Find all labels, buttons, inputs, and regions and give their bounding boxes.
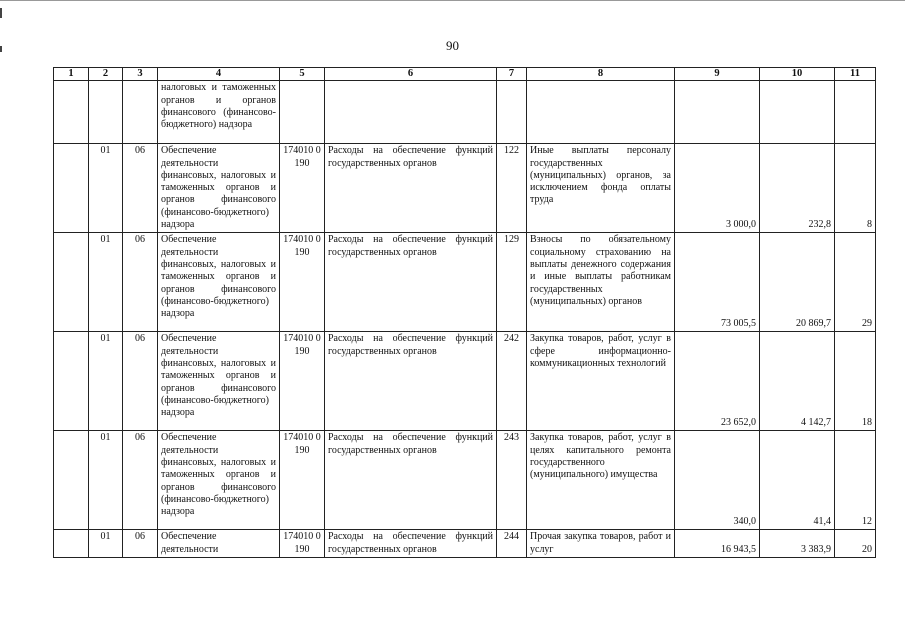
cell-expense-code bbox=[497, 81, 527, 144]
cell-plan: 16 943,5 bbox=[675, 530, 760, 558]
table-row bbox=[54, 233, 876, 332]
column-header: 7 bbox=[497, 68, 527, 81]
cell-name: налоговых и таможенных органов и органов финансового (финансово-бюджетного) надзора bbox=[158, 81, 280, 144]
column-header: 8 bbox=[527, 68, 675, 81]
cell-percent: 29 bbox=[835, 233, 876, 332]
cell-subsection: 06 bbox=[123, 431, 158, 530]
cell-col1 bbox=[54, 144, 89, 233]
cell-expense-code: 122 bbox=[497, 144, 527, 233]
column-header: 11 bbox=[835, 68, 876, 81]
cell-expense-name: Иные выплаты персоналу государственных (муниципальных) органов, за исключением фонда оплаты труда bbox=[527, 144, 675, 233]
budget-table bbox=[53, 67, 876, 558]
cell-actual bbox=[760, 81, 835, 144]
cell-name: Обеспечение деятельности bbox=[158, 530, 280, 558]
cell-target-code: 174010 0190 bbox=[280, 144, 325, 233]
cell-percent: 20 bbox=[835, 530, 876, 558]
cell-target-code: 174010 0190 bbox=[280, 233, 325, 332]
cell-percent: 12 bbox=[835, 431, 876, 530]
cell-expense-code: 244 bbox=[497, 530, 527, 558]
page-number: 90 bbox=[446, 38, 459, 53]
cell-target-name: Расходы на обеспечение функций государственных органов bbox=[325, 233, 497, 332]
cell-col1 bbox=[54, 233, 89, 332]
table-row bbox=[54, 431, 876, 530]
cell-actual: 4 142,7 bbox=[760, 332, 835, 431]
cell-section bbox=[89, 81, 123, 144]
cell-subsection: 06 bbox=[123, 233, 158, 332]
cell-target-name: Расходы на обеспечение функций государственных органов bbox=[325, 530, 497, 558]
cell-col1 bbox=[54, 530, 89, 558]
column-header: 4 bbox=[158, 68, 280, 81]
table-row bbox=[54, 81, 876, 144]
cell-target-name bbox=[325, 81, 497, 144]
cell-subsection: 06 bbox=[123, 144, 158, 233]
cell-name: Обеспечение деятельности финансовых, налоговых и таможенных органов и органов финансового (финансово-бюджетного) надзора bbox=[158, 431, 280, 530]
column-header: 9 bbox=[675, 68, 760, 81]
cell-section: 01 bbox=[89, 431, 123, 530]
cell-expense-code: 129 bbox=[497, 233, 527, 332]
cell-section: 01 bbox=[89, 530, 123, 558]
cell-col1 bbox=[54, 332, 89, 431]
header-row bbox=[54, 68, 876, 81]
cell-percent: 18 bbox=[835, 332, 876, 431]
cell-target-code bbox=[280, 81, 325, 144]
table-row bbox=[54, 530, 876, 558]
column-header: 5 bbox=[280, 68, 325, 81]
cell-actual: 3 383,9 bbox=[760, 530, 835, 558]
cell-section: 01 bbox=[89, 332, 123, 431]
cell-section: 01 bbox=[89, 144, 123, 233]
column-header: 2 bbox=[89, 68, 123, 81]
cell-target-name: Расходы на обеспечение функций государственных органов bbox=[325, 332, 497, 431]
column-header: 6 bbox=[325, 68, 497, 81]
cell-actual: 232,8 bbox=[760, 144, 835, 233]
cell-expense-name: Закупка товаров, работ, услуг в целях капитального ремонта государственного (муниципального) имущества bbox=[527, 431, 675, 530]
table-row bbox=[54, 332, 876, 431]
cell-subsection: 06 bbox=[123, 332, 158, 431]
cell-plan: 23 652,0 bbox=[675, 332, 760, 431]
cell-col1 bbox=[54, 81, 89, 144]
cell-expense-name: Закупка товаров, работ, услуг в сфере информационно-коммуникационных технологий bbox=[527, 332, 675, 431]
cell-percent bbox=[835, 81, 876, 144]
cell-subsection: 06 bbox=[123, 530, 158, 558]
column-header: 1 bbox=[54, 68, 89, 81]
column-header: 10 bbox=[760, 68, 835, 81]
cell-plan: 3 000,0 bbox=[675, 144, 760, 233]
cell-target-code: 174010 0190 bbox=[280, 332, 325, 431]
cell-expense-name: Взносы по обязательному социальному страхованию на выплаты денежного содержания и иные выплаты работникам государственных (муниципальных) органов bbox=[527, 233, 675, 332]
cell-col1 bbox=[54, 431, 89, 530]
scan-mark bbox=[0, 8, 2, 18]
table-row bbox=[54, 144, 876, 233]
cell-name: Обеспечение деятельности финансовых, налоговых и таможенных органов и органов финансового (финансово-бюджетного) надзора bbox=[158, 144, 280, 233]
cell-target-name: Расходы на обеспечение функций государственных органов bbox=[325, 144, 497, 233]
scan-edge-line bbox=[0, 0, 905, 1]
cell-actual: 41,4 bbox=[760, 431, 835, 530]
cell-expense-name bbox=[527, 81, 675, 144]
column-header: 3 bbox=[123, 68, 158, 81]
cell-expense-name: Прочая закупка товаров, работ и услуг bbox=[527, 530, 675, 558]
cell-actual: 20 869,7 bbox=[760, 233, 835, 332]
cell-target-code: 174010 0190 bbox=[280, 530, 325, 558]
cell-expense-code: 242 bbox=[497, 332, 527, 431]
cell-target-name: Расходы на обеспечение функций государственных органов bbox=[325, 431, 497, 530]
cell-name: Обеспечение деятельности финансовых, налоговых и таможенных органов и органов финансового (финансово-бюджетного) надзора bbox=[158, 233, 280, 332]
cell-expense-code: 243 bbox=[497, 431, 527, 530]
cell-plan: 340,0 bbox=[675, 431, 760, 530]
cell-name: Обеспечение деятельности финансовых, налоговых и таможенных органов и органов финансового (финансово-бюджетного) надзора bbox=[158, 332, 280, 431]
cell-percent: 8 bbox=[835, 144, 876, 233]
cell-target-code: 174010 0190 bbox=[280, 431, 325, 530]
cell-plan: 73 005,5 bbox=[675, 233, 760, 332]
cell-subsection bbox=[123, 81, 158, 144]
cell-section: 01 bbox=[89, 233, 123, 332]
cell-plan bbox=[675, 81, 760, 144]
